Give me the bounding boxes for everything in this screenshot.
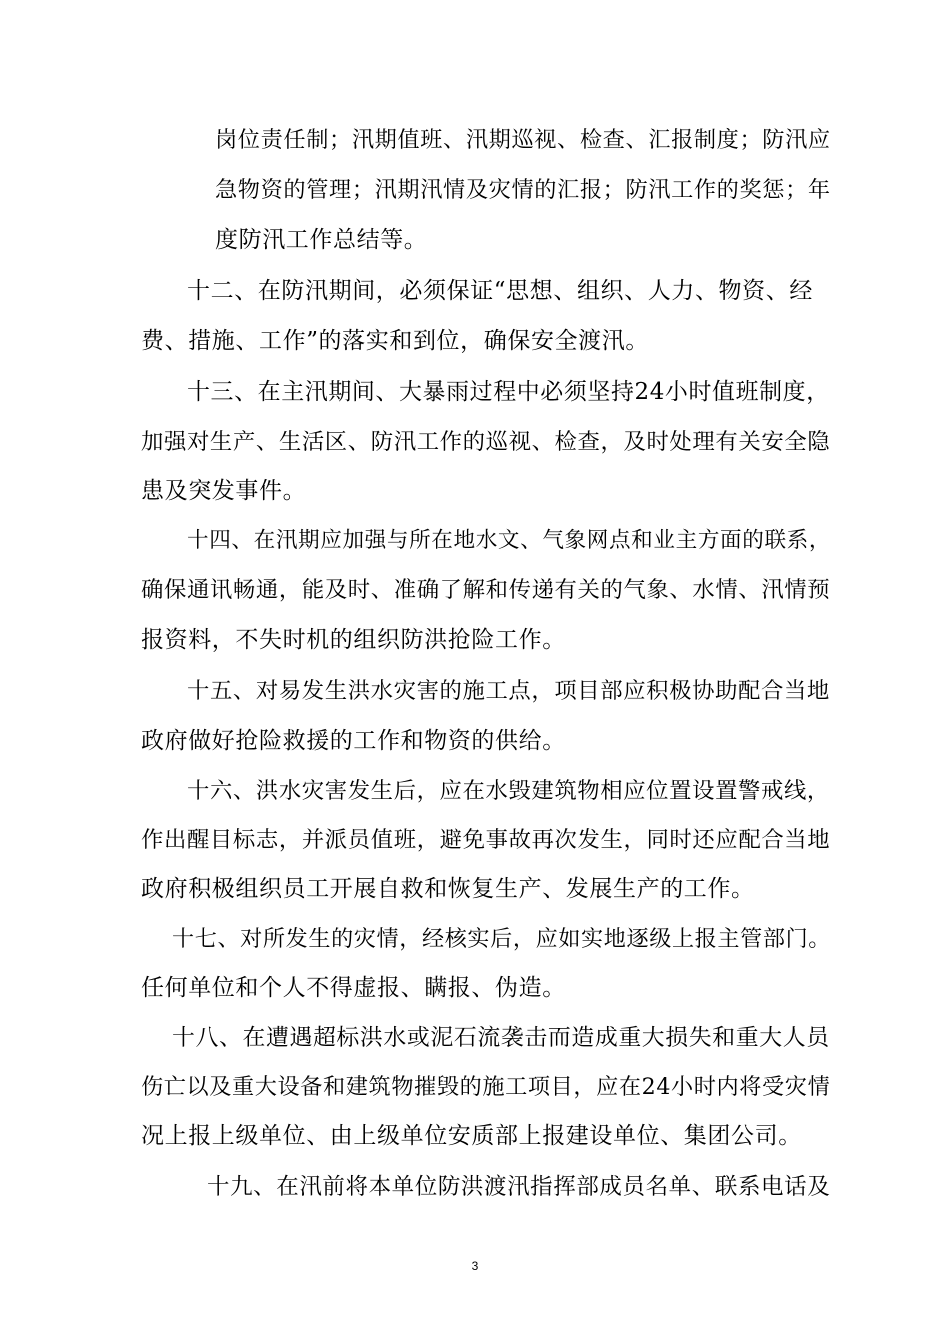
paragraph-line: 十六、洪水灾害发生后，应在水毁建筑物相应位置设置警戒线，	[187, 778, 830, 804]
paragraph-line: 政府做好抢险救援的工作和物资的供给。	[141, 728, 566, 754]
paragraph-line: 患及突发事件。	[141, 478, 307, 504]
paragraph-line: 作出醒目标志，并派员值班，避免事故再次发生，同时还应配合当地	[141, 827, 831, 853]
page-number: 3	[471, 1259, 479, 1273]
paragraph-line: 十八、在遭遇超标洪水或泥石流袭击而造成重大损失和重大人员	[172, 1025, 830, 1051]
paragraph-line: 十五、对易发生洪水灾害的施工点，项目部应积极协助配合当地	[187, 678, 830, 704]
paragraph-line: 况上报上级单位、由上级单位安质部上报建设单位、集团公司。	[141, 1123, 802, 1149]
paragraph-line: 十三、在主汛期间、大暴雨过程中必须坚持24小时值班制度，	[187, 379, 830, 405]
paragraph-line: 十九、在汛前将本单位防洪渡汛指挥部成员名单、联系电话及	[207, 1174, 831, 1200]
paragraph-line: 伤亡以及重大设备和建筑物摧毁的施工项目，应在24小时内将受灾情	[141, 1074, 831, 1100]
paragraph-line: 政府积极组织员工开展自救和恢复生产、发展生产的工作。	[141, 876, 755, 902]
paragraph-line: 度防汛工作总结等。	[215, 227, 428, 253]
paragraph-line: 十七、对所发生的灾情，经核实后，应如实地逐级上报主管部门。	[172, 926, 832, 952]
paragraph-line: 报资料，不失时机的组织防洪抢险工作。	[141, 627, 566, 653]
paragraph-line: 费、措施、工作”的落实和到位，确保安全渡汛。	[141, 328, 649, 354]
paragraph-line: 急物资的管理；汛期汛情及灾情的汇报；防汛工作的奖惩；年	[215, 177, 831, 203]
paragraph-line: 确保通讯畅通，能及时、准确了解和传递有关的气象、水情、汛情预	[141, 577, 831, 603]
paragraph-line: 岗位责任制；汛期值班、汛期巡视、检查、汇报制度；防汛应	[215, 127, 831, 153]
paragraph-line: 任何单位和个人不得虚报、瞒报、伪造。	[141, 975, 566, 1001]
paragraph-line: 十二、在防汛期间，必须保证“思想、组织、人力、物资、经	[187, 278, 813, 304]
paragraph-line: 十四、在汛期应加强与所在地水文、气象网点和业主方面的联系，	[187, 528, 832, 553]
paragraph-line: 加强对生产、生活区、防汛工作的巡视、检查，及时处理有关安全隐	[141, 429, 831, 455]
